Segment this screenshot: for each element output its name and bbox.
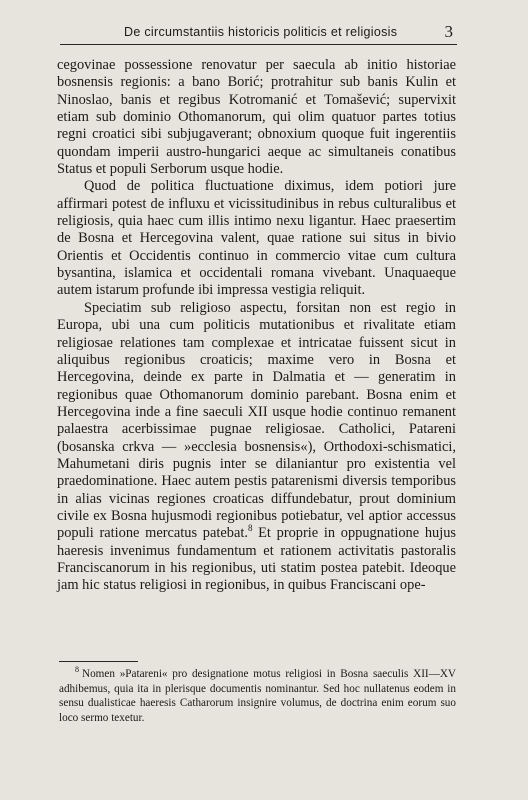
- footnote-text: Nomen »Patareni« pro designatione motus religiosi in Bosna saeculis XII—XV adhibemus, quia ita in plerisque documentis nominantur. Sed hoc nullatenus eodem in sensu dualisticae haeresis Catharorum insignire volumus, de doctrina enim eorum suo loco sermo texetur.: [59, 668, 456, 724]
- running-head: [60, 22, 457, 45]
- footnote: [59, 667, 456, 725]
- paragraph-1: cegovinae possessione renovatur per saecula ab initio historiae bosnensis regionis: a bano Borić; protrahitur sub banis Kulin et Ninoslao, banis et regibus Kotromanić et Tomašević; supervixit etiam sub dominio Othomanorum, qui olim quatuor partes totius regni croatici sibi subjugaverant; obnoxium quoque fuit ingerentiis quondam imperii austro-hungarici aeque ac simultaneis conatibus Status et populi Serborum usque hodie.: [57, 57, 456, 178]
- footnote-rule: [59, 661, 138, 662]
- paragraph-2: Quod de politica fluctuatione diximus, idem potiori jure affirmari potest de influxu et vicissitudinibus in rebus culturalibus et religiosis, quia haec cum illis intimo nexu ligantur. Haec praesertim de Bosna et Hercegovina valent, quae ratione sui situs in bivio Orientis et Occidentis continuo in commercio vitae cum cultura bysantina, islamica et occidentali romana vivebant. Unaquaeque autem istarum profunde ibi impressa vestigia reliquit.: [57, 178, 456, 299]
- footnote-mark: 8: [75, 665, 79, 675]
- body-text: [57, 57, 456, 595]
- paragraph-3: [57, 300, 456, 595]
- paragraph-3-continuation: Et proprie in oppugnatione hujus haeresis invenimus fundamentum et rationem activitatis pastoralis Franciscanorum in his regionibus, uti statim postea patebit. Ideoque jam hic status religiosi in regionibus, in quibus Franciscani ope-: [57, 525, 456, 594]
- paragraph-3-text: Speciatim sub religioso aspectu, forsitan non est regio in Europa, ubi una cum politicis mutationibus et rivalitate etiam religiosae relationes tam complexae et intricatae fuissent sicut in aliquibus regionibus croaticis; maxime vero in Bosna et Hercegovina, deinde ex parte in Dalmatia et — generatim in regionibus quae Othomanorum dominio parebant. Bosna enim et Hercegovina inde a fine saeculi XII usque hodie continuo remanent palaestra acerbissimae pugnae religiosae. Catholici, Patareni (bosanska crkva — »ecclesia bosnensis«), Orthodoxi-schismatici, Mahumetani diris pugnis inter se dilaniantur pro existentia vel praedominatione. Haec autem pestis patarenismi diversis temporibus in alias vicinas regiones croaticas diffundebatur, prout dominium civile ex Bosna hujusmodi regionibus potiebatur, vel aptior accessus populi ratione mercatus patebat.: [57, 299, 456, 542]
- footnote-reference[interactable]: 8: [247, 523, 253, 534]
- running-title: De circumstantiis historicis politicis et religiosis: [124, 25, 398, 39]
- page-number: 3: [444, 22, 453, 41]
